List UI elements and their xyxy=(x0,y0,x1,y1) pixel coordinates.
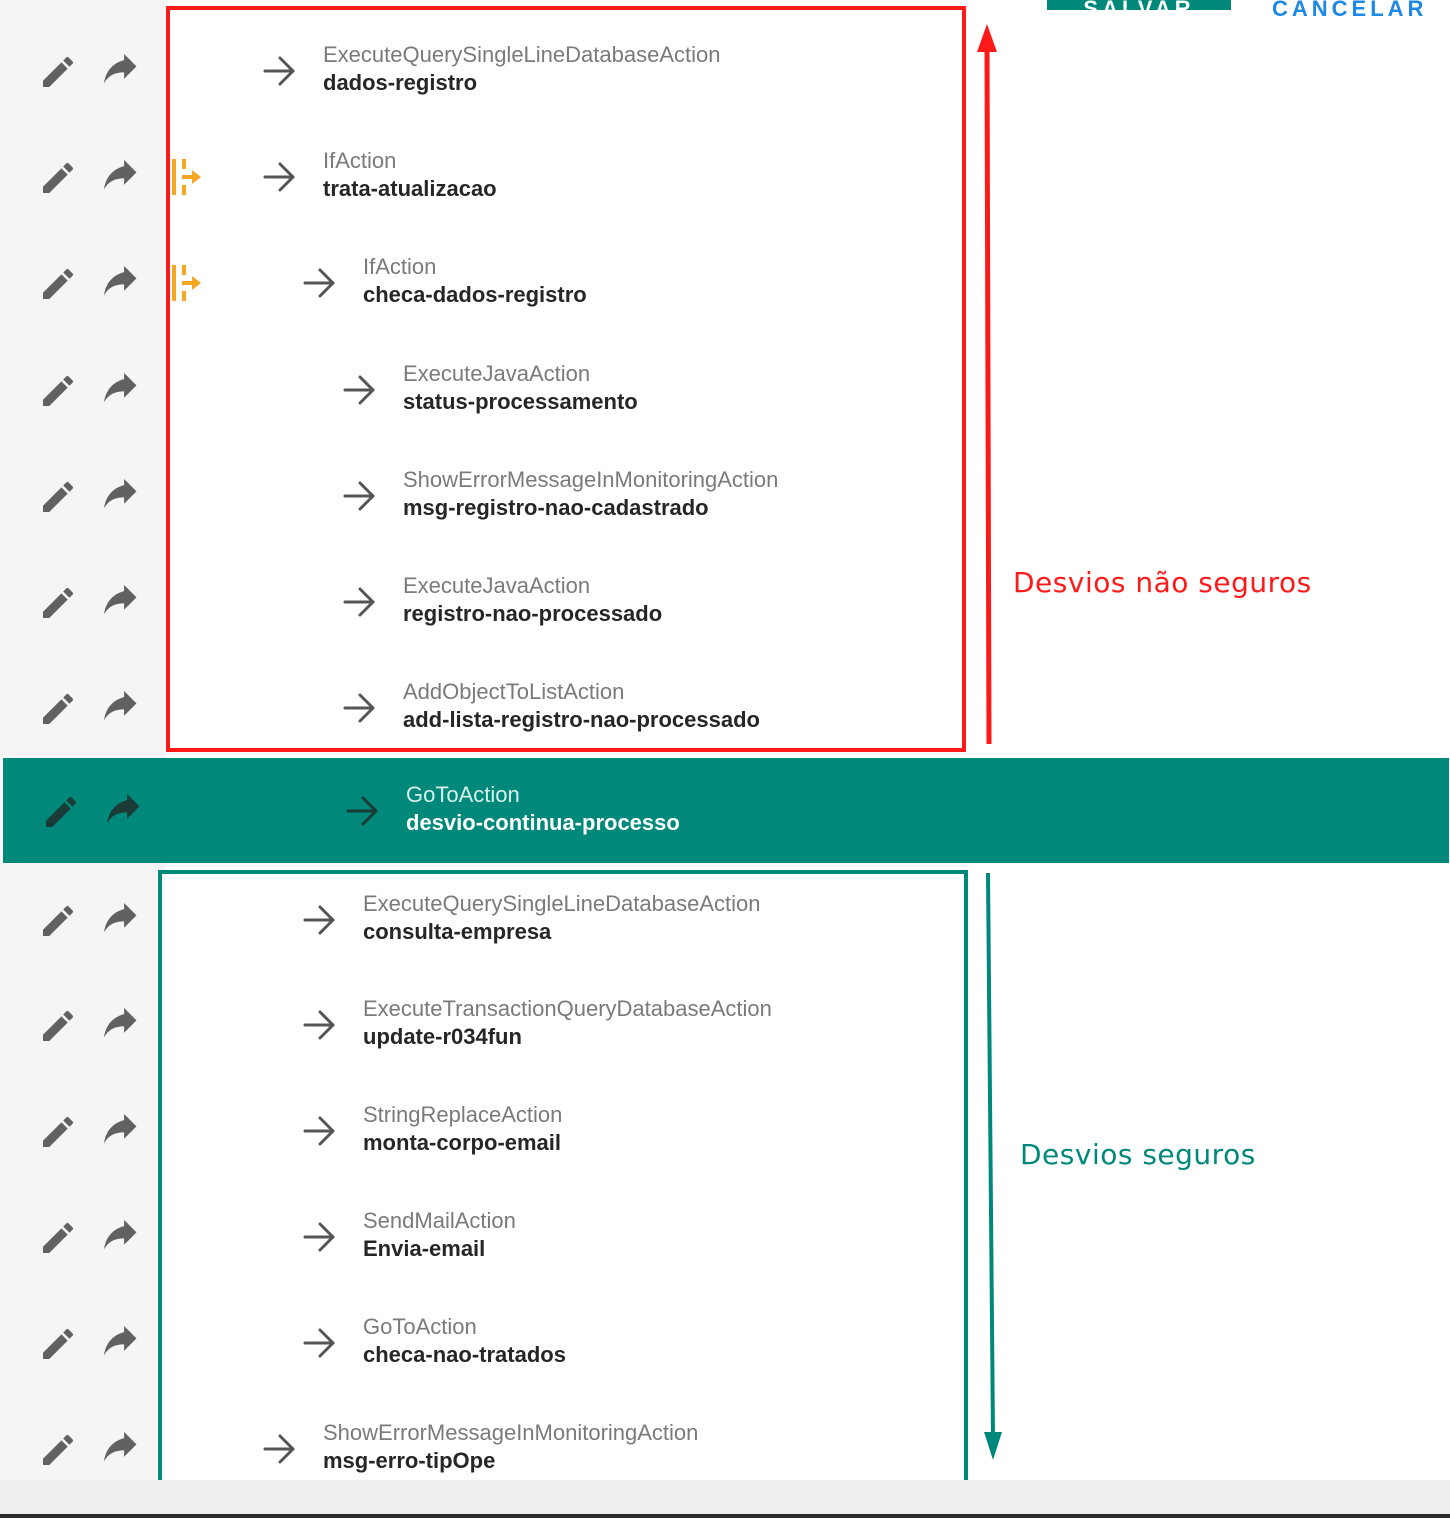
unsafe-branches-label: Desvios não seguros xyxy=(1013,566,1312,599)
footer-divider xyxy=(0,1514,1450,1518)
action-name-label: checa-nao-tratados xyxy=(363,1341,566,1367)
action-type-label: IfAction xyxy=(323,147,397,173)
action-type-label: ExecuteQuerySingleLineDatabaseAction xyxy=(323,41,721,67)
unsafe-up-arrow-line xyxy=(987,48,989,744)
action-name-label: consulta-empresa xyxy=(363,918,552,944)
cancel-button[interactable]: CANCELAR xyxy=(1272,0,1428,21)
action-type-label: GoToAction xyxy=(406,781,520,807)
action-name-label: add-lista-registro-nao-processado xyxy=(403,706,760,732)
action-name-label: dados-registro xyxy=(323,69,478,95)
action-name-label: checa-dados-registro xyxy=(363,281,587,307)
unsafe-up-arrowhead xyxy=(977,24,997,52)
action-type-label: AddObjectToListAction xyxy=(403,678,625,704)
safe-branches-label: Desvios seguros xyxy=(1020,1138,1256,1171)
action-name-label: Envia-email xyxy=(363,1235,486,1261)
action-name-label: monta-corpo-email xyxy=(363,1129,562,1155)
action-type-label: IfAction xyxy=(363,253,437,279)
action-name-label: msg-erro-tipOpe xyxy=(323,1447,496,1473)
action-name-label: update-r034fun xyxy=(363,1023,522,1049)
action-name-label: desvio-continua-processo xyxy=(406,809,680,835)
list-footer xyxy=(0,1480,1450,1514)
save-button[interactable]: SALVAR xyxy=(1047,0,1231,10)
action-name-label: trata-atualizacao xyxy=(323,175,497,201)
action-type-label: GoToAction xyxy=(363,1313,477,1339)
action-name-label: status-processamento xyxy=(403,388,638,414)
action-type-label: ShowErrorMessageInMonitoringAction xyxy=(323,1419,699,1445)
action-type-label: ShowErrorMessageInMonitoringAction xyxy=(403,466,779,492)
safe-down-arrowhead xyxy=(984,1432,1002,1460)
action-name-label: msg-registro-nao-cadastrado xyxy=(403,494,709,520)
action-type-label: ExecuteJavaAction xyxy=(403,360,591,386)
action-type-label: StringReplaceAction xyxy=(363,1101,563,1127)
action-type-label: ExecuteJavaAction xyxy=(403,572,591,598)
safe-down-arrow-line xyxy=(988,873,993,1436)
action-type-label: SendMailAction xyxy=(363,1207,516,1233)
action-type-label: ExecuteQuerySingleLineDatabaseAction xyxy=(363,890,761,916)
action-type-label: ExecuteTransactionQueryDatabaseAction xyxy=(363,995,772,1021)
action-name-label: registro-nao-processado xyxy=(403,600,663,626)
